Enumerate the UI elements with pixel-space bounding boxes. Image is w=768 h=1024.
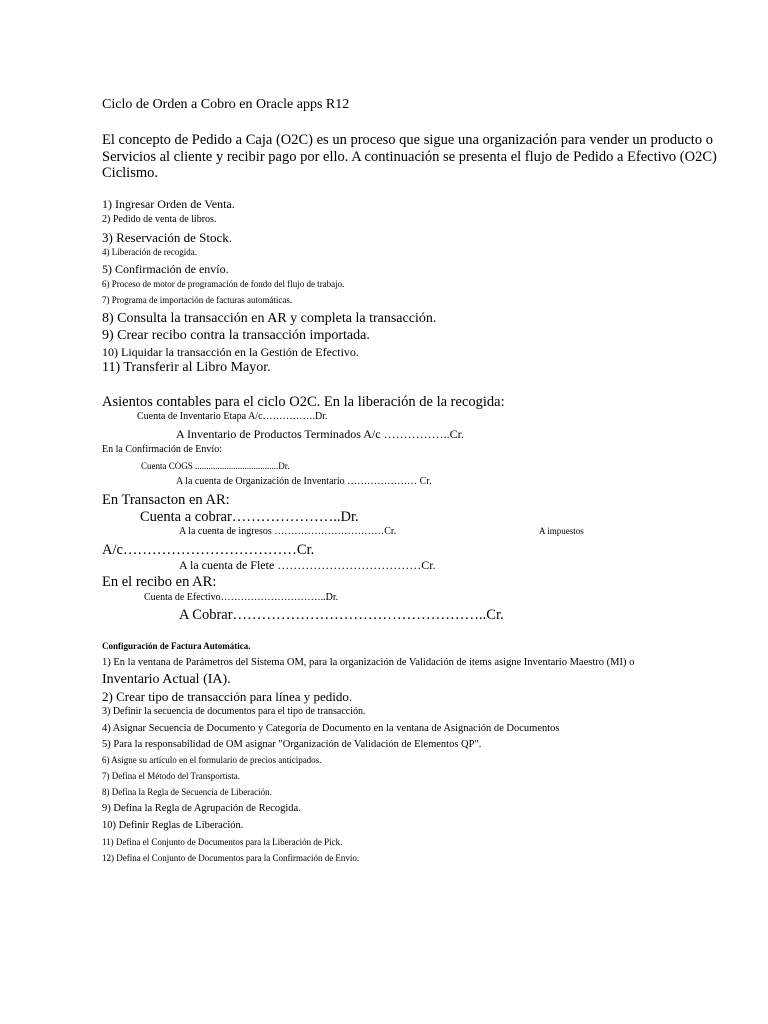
- config-item-8: 8) Defina la Regla de Secuencia de Liberación.: [102, 787, 272, 797]
- config-item-12: 12) Defina el Conjunto de Documentos para la Confirmación de Envío.: [102, 853, 360, 863]
- config-item-7: 7) Defina el Método del Transportista.: [102, 771, 240, 781]
- config-item-6: 6) Asigne su artículo en el formulario de precios anticipados.: [102, 755, 322, 765]
- config-heading: Configuración de Factura Automática.: [102, 641, 251, 651]
- ship-confirm-heading: En la Confirmación de Envío:: [102, 444, 222, 455]
- ship-confirm-credit: A la cuenta de Organización de Inventario ………………… Cr.: [176, 476, 432, 487]
- accounting-heading: Asientos contables para el ciclo O2C. En la liberación de la recogida:: [102, 394, 505, 410]
- intro-line-1: El concepto de Pedido a Caja (O2C) es un proceso que sigue una organización para vender un producto o: [102, 132, 713, 148]
- document-title: Ciclo de Orden a Cobro en Oracle apps R12: [102, 97, 350, 112]
- step-3: 3) Reservación de Stock.: [102, 230, 232, 245]
- ar-income-credit: A la cuenta de ingresos ……………………………Cr.: [179, 526, 397, 537]
- step-5: 5) Confirmación de envío.: [102, 262, 229, 276]
- ar-receipt-debit: Cuenta de Efectivo…………………………..Dr.: [144, 592, 339, 603]
- step-10: 10) Liquidar la transacción en la Gestión de Efectivo.: [102, 345, 359, 359]
- step-8: 8) Consulta la transacción en AR y completa la transacción.: [102, 311, 437, 326]
- config-item-1-line-2: Inventario Actual (IA).: [102, 672, 231, 687]
- config-item-10: 10) Definir Reglas de Liberación.: [102, 820, 244, 831]
- ar-taxes-credit: A/c………………………………Cr.: [102, 542, 315, 558]
- step-4: 4) Liberación de recogida.: [102, 247, 197, 257]
- intro-line-3: Ciclismo.: [102, 165, 158, 181]
- config-item-9: 9) Defina la Regla de Agrupación de Recogida.: [102, 803, 301, 814]
- intro-line-2: Servicios al cliente y recibir pago por ello. A continuación se presenta el flujo de Pedido a Efectivo (O2C): [102, 149, 717, 165]
- ar-receivable-debit: Cuenta a cobrar…………………..Dr.: [140, 509, 359, 525]
- config-item-1-line-1: 1) En la ventana de Parámetros del Sistema OM, para la organización de Validación de ítems asigne Inventario Maestro (MI) o: [102, 657, 635, 668]
- ship-confirm-debit: Cuenta COGS .....................................Dr.: [141, 461, 290, 471]
- step-1: 1) Ingresar Orden de Venta.: [102, 197, 235, 211]
- step-2: 2) Pedido de venta de libros.: [102, 214, 217, 225]
- config-item-5: 5) Para la responsabilidad de OM asignar "Organización de Validación de Elementos QP".: [102, 739, 482, 750]
- config-item-11: 11) Defina el Conjunto de Documentos para la Liberación de Pick.: [102, 837, 343, 847]
- config-item-3: 3) Definir la secuencia de documentos para el tipo de transacción.: [102, 706, 366, 717]
- config-item-2: 2) Crear tipo de transacción para línea y pedido.: [102, 689, 353, 704]
- ar-taxes-label: A impuestos: [539, 526, 584, 536]
- ar-freight-credit: A la cuenta de Flete ………………………………Cr.: [179, 558, 436, 572]
- ar-receipt-heading: En el recibo en AR:: [102, 574, 217, 590]
- ar-transaction-heading: En Transacton en AR:: [102, 492, 230, 508]
- step-11: 11) Transferir al Libro Mayor.: [102, 360, 271, 375]
- config-item-4: 4) Asignar Secuencia de Documento y Categoría de Documento en la ventana de Asignación de Documentos: [102, 723, 560, 734]
- pick-release-debit: Cuenta de Inventario Etapa A/c…………….Dr.: [137, 411, 328, 422]
- ar-receipt-credit: A Cobrar……………………………………………..Cr.: [179, 607, 504, 623]
- step-9: 9) Crear recibo contra la transacción importada.: [102, 328, 370, 343]
- pick-release-credit: A Inventario de Productos Terminados A/c ……………..Cr.: [176, 427, 464, 441]
- step-6: 6) Proceso de motor de programación de fondo del flujo de trabajo.: [102, 279, 345, 289]
- step-7: 7) Programa de importación de facturas automáticas.: [102, 295, 293, 305]
